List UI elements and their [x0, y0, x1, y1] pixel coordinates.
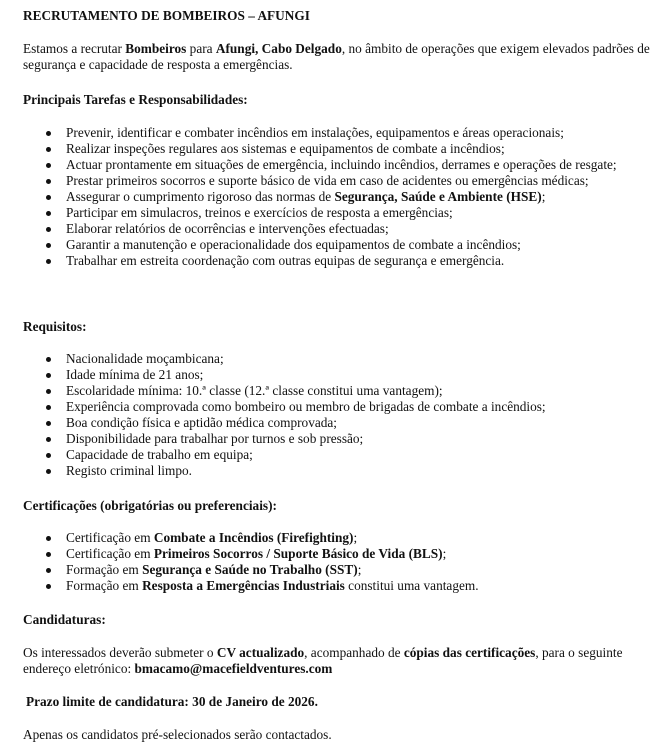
- list-item: Prestar primeiros socorros e suporte básico de vida em caso de acidentes ou emergências médicas;: [23, 173, 643, 189]
- cert-name: Segurança e Saúde no Trabalho (SST): [142, 562, 358, 577]
- intro-text-3: , no âmbito de operações que exigem elevados padrões de segurança e capacidade de resposta a emergências.: [23, 41, 650, 72]
- list-item: [23, 578, 643, 594]
- applications-paragraph: [23, 645, 653, 677]
- list-item: Elaborar relatórios de ocorrências e intervenções efectuadas;: [23, 221, 643, 237]
- apply-text-2: , acompanhado de: [304, 645, 404, 660]
- cert-suffix: ;: [357, 562, 362, 577]
- cert-name: Primeiros Socorros / Suporte Básico de Vida (BLS): [153, 546, 443, 561]
- list-item: [23, 530, 643, 546]
- list-item: Experiência comprovada como bombeiro ou membro de brigadas de combate a incêndios;: [23, 399, 643, 415]
- list-item: Participar em simulacros, treinos e exercícios de resposta a emergências;: [23, 205, 643, 221]
- tasks-list: [23, 125, 643, 269]
- requirements-list: [23, 351, 643, 479]
- intro-text-2: para: [186, 41, 216, 56]
- list-item: Realizar inspeções regulares aos sistemas e equipamentos de combate a incêndios;: [23, 141, 643, 157]
- intro-location: Afungi, Cabo Delgado: [215, 41, 342, 56]
- list-item: Disponibilidade para trabalhar por turnos e sob pressão;: [23, 431, 643, 447]
- hse-text-1: Assegurar o cumprimento rigoroso das normas de: [66, 189, 335, 204]
- cert-suffix: ;: [353, 530, 358, 545]
- apply-cv: CV actualizado: [216, 645, 305, 660]
- list-item: Boa condição física e aptidão médica comprovada;: [23, 415, 643, 431]
- tasks-heading: Principais Tarefas e Responsabilidades:: [23, 92, 248, 107]
- intro-text-1: Estamos a recrutar: [23, 41, 126, 56]
- apply-text-3: , para o seguinte endereço eletrónico:: [23, 645, 623, 676]
- hse-text-2: ;: [541, 189, 546, 204]
- intro-paragraph: [23, 41, 653, 73]
- apply-certificates: cópias das certificações: [403, 645, 536, 660]
- list-item: Registo criminal limpo.: [23, 463, 643, 479]
- cert-suffix: constitui uma vantagem.: [344, 578, 479, 593]
- list-item: Escolaridade mínima: 10.ª classe (12.ª classe constitui uma vantagem);: [23, 383, 643, 399]
- list-item: Trabalhar em estreita coordenação com outras equipas de segurança e emergência.: [23, 253, 643, 269]
- footer-note: Apenas os candidatos pré-selecionados serão contactados.: [23, 727, 332, 742]
- certifications-list: [23, 530, 643, 594]
- list-item: Actuar prontamente em situações de emergência, incluindo incêndios, derrames e operações de resgate;: [23, 157, 643, 173]
- list-item: [23, 546, 643, 562]
- list-item: Nacionalidade moçambicana;: [23, 351, 643, 367]
- contact-email[interactable]: bmacamo@macefieldventures.com: [134, 661, 333, 676]
- list-item: Idade mínima de 21 anos;: [23, 367, 643, 383]
- certifications-heading: Certificações (obrigatórias ou preferenciais):: [23, 498, 277, 513]
- cert-suffix: ;: [442, 546, 447, 561]
- cert-prefix: Formação em: [66, 562, 143, 577]
- requirements-heading: Requisitos:: [23, 319, 87, 334]
- list-item: [23, 562, 643, 578]
- cert-name: Resposta a Emergências Industriais: [142, 578, 345, 593]
- list-item: Garantir a manutenção e operacionalidade dos equipamentos de combate a incêndios;: [23, 237, 643, 253]
- document-title: RECRUTAMENTO DE BOMBEIROS – AFUNGI: [23, 8, 310, 23]
- cert-name: Combate a Incêndios (Firefighting): [153, 530, 354, 545]
- cert-prefix: Formação em: [66, 578, 143, 593]
- list-item-hse: [23, 189, 643, 205]
- applications-heading: Candidaturas:: [23, 612, 106, 627]
- hse-standard: Segurança, Saúde e Ambiente (HSE): [334, 189, 542, 204]
- list-item: Prevenir, identificar e combater incêndios em instalações, equipamentos e áreas operacionais;: [23, 125, 643, 141]
- cert-prefix: Certificação em: [66, 546, 154, 561]
- apply-text-1: Os interessados deverão submeter o: [23, 645, 217, 660]
- list-item: Capacidade de trabalho em equipa;: [23, 447, 643, 463]
- deadline: Prazo limite de candidatura: 30 de Janeiro de 2026.: [26, 694, 318, 709]
- intro-role: Bombeiros: [125, 41, 187, 56]
- cert-prefix: Certificação em: [66, 530, 154, 545]
